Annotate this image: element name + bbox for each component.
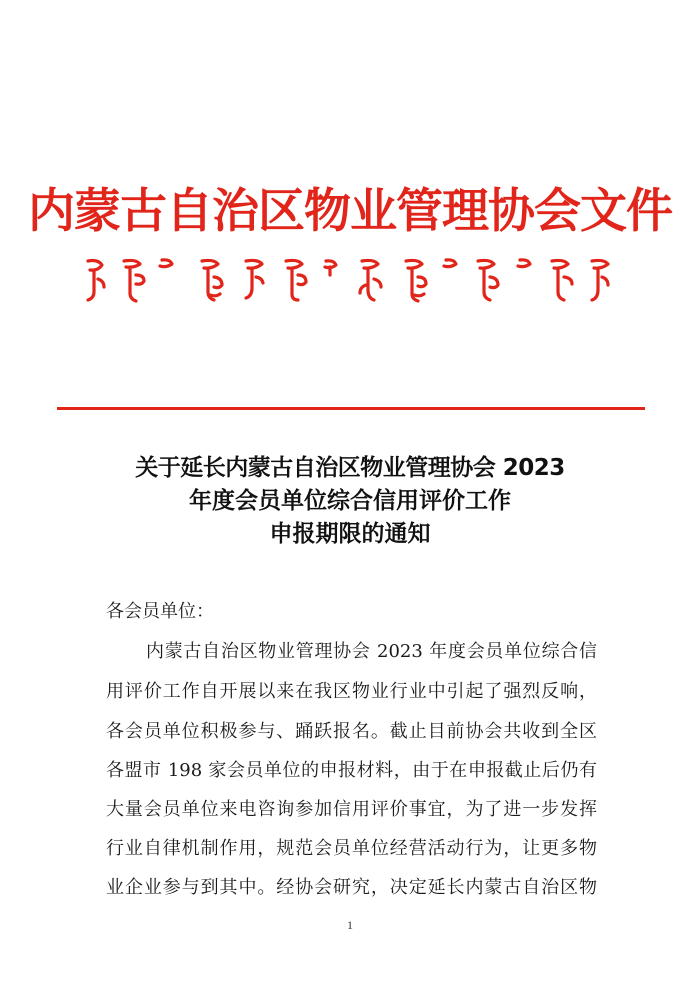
mongolian-script-icon xyxy=(80,255,620,307)
body-text-line: 各会员单位积极参与、踊跃报名。截止目前协会共收到全区 xyxy=(106,721,597,742)
document-title-line: 关于延长内蒙古自治区物业管理协会 2023 xyxy=(135,455,565,481)
document-title-line: 年度会员单位综合信用评价工作 xyxy=(189,488,511,514)
org-header-title: 内蒙古自治区物业管理协会文件 xyxy=(28,184,672,239)
document-title xyxy=(0,452,700,551)
header-divider xyxy=(57,407,645,410)
salutation: 各会员单位： xyxy=(106,601,214,622)
body-text-line: 内蒙古自治区物业管理协会 2023 年度会员单位综合信 xyxy=(146,641,597,662)
body-text-line: 大量会员单位来电咨询参加信用评价事宜，为了进一步发挥 xyxy=(106,799,597,820)
body-text-line: 各盟市 198 家会员单位的申报材料，由于在申报截止后仍有 xyxy=(106,760,597,781)
document-title-line: 申报期限的通知 xyxy=(269,521,431,547)
body-text-line: 行业自律机制作用，规范会员单位经营活动行为，让更多物 xyxy=(106,838,597,859)
body-text-line: 用评价工作自开展以来在我区物业行业中引起了强烈反响， xyxy=(106,681,597,702)
body-text-line: 业企业参与到其中。经协会研究，决定延长内蒙古自治区物 xyxy=(106,877,597,898)
page-number: 1 xyxy=(347,918,353,932)
